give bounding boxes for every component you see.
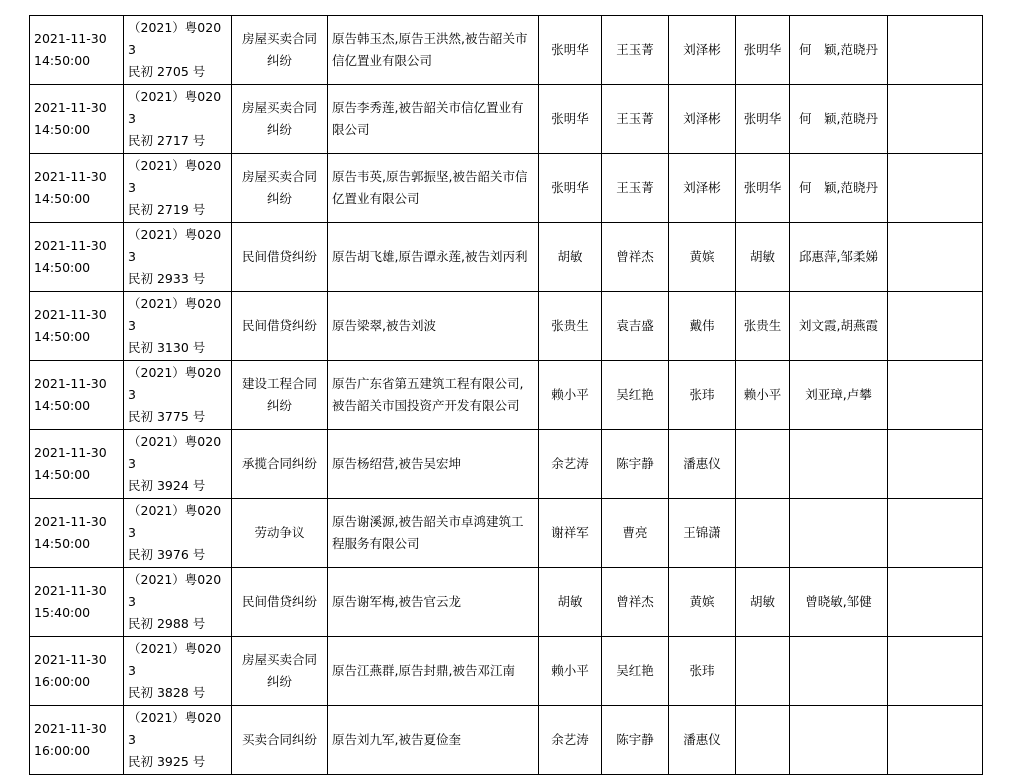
presiding-judge-cell [736,499,790,568]
case-number-text: （2021）粤0203 [128,20,222,57]
parties-text: 原告广东省第五建筑工程有限公司,被告韶关市国投资产开发有限公司 [332,376,524,413]
case-number-text: 民初 2719 号 [128,202,206,217]
case-number-text: 民初 3924 号 [128,478,206,493]
clerks-text: 曾晓敏,邹健 [805,594,872,609]
case-cause-text: 建设工程合同纠纷 [241,376,317,413]
note-cell [888,85,983,154]
case-cause-text: 民间借贷纠纷 [241,249,317,264]
clerks-cell [790,223,888,292]
hearing-time-text: 14:50:00 [34,467,91,482]
case-number-cell [124,85,232,154]
case-number-text: 民初 3828 号 [128,685,206,700]
table-row [30,430,983,499]
table-row [30,706,983,775]
hearing-time-cell [30,223,124,292]
parties-text: 原告杨绍营,被告吴宏坤 [332,456,461,471]
judge-text: 张贵生 [551,318,589,333]
hearing-time-text: 2021-11-30 [34,100,107,115]
juror-1-text: 曹亮 [622,525,648,540]
case-number-cell [124,16,232,85]
presiding-judge-cell [736,292,790,361]
case-number-cell [124,223,232,292]
note-cell [888,499,983,568]
hearing-time-text: 14:50:00 [34,122,91,137]
clerks-cell [790,430,888,499]
case-number-cell [124,361,232,430]
case-number-text: （2021）粤0203 [128,641,222,678]
judge-cell [539,292,602,361]
presiding-judge-cell [736,568,790,637]
hearing-time-text: 14:50:00 [34,191,91,206]
presiding-judge-cell [736,430,790,499]
parties-text: 原告胡飞雄,原告谭永莲,被告刘丙利 [332,249,528,264]
parties-cell [328,154,539,223]
presiding-judge-text: 胡敏 [749,249,775,264]
parties-cell [328,568,539,637]
judge-cell [539,16,602,85]
table-row [30,85,983,154]
juror-2-text: 戴伟 [689,318,715,333]
table-body [30,16,983,775]
hearing-time-text: 2021-11-30 [34,376,107,391]
juror-1-text: 陈宇静 [616,456,654,471]
case-cause-cell [232,706,328,775]
juror-1-text: 吴红艳 [616,663,654,678]
presiding-judge-cell [736,637,790,706]
case-number-text: 民初 2988 号 [128,616,206,631]
case-cause-cell [232,430,328,499]
presiding-judge-cell [736,85,790,154]
hearing-time-text: 2021-11-30 [34,307,107,322]
hearing-time-text: 2021-11-30 [34,445,107,460]
parties-text: 原告李秀莲,被告韶关市信亿置业有限公司 [332,100,524,137]
juror-1-cell [602,154,669,223]
juror-1-cell [602,16,669,85]
juror-1-cell [602,430,669,499]
presiding-judge-text: 张明华 [743,111,782,126]
parties-cell [328,223,539,292]
parties-text: 原告韦英,原告郭振坚,被告韶关市信亿置业有限公司 [332,169,528,206]
case-number-text: 民初 3775 号 [128,409,206,424]
presiding-judge-cell [736,706,790,775]
parties-text: 原告江燕群,原告封鼎,被告邓江南 [332,663,515,678]
case-number-text: （2021）粤0203 [128,434,222,471]
juror-2-text: 刘泽彬 [683,180,721,195]
case-number-cell [124,499,232,568]
clerks-text: 刘亚璋,卢攀 [805,387,872,402]
case-cause-cell [232,361,328,430]
case-number-text: （2021）粤0203 [128,158,222,195]
hearing-time-cell [30,499,124,568]
note-cell [888,154,983,223]
juror-1-text: 陈宇静 [616,732,654,747]
parties-text: 原告梁翠,被告刘波 [332,318,436,333]
clerks-text: 何 颖,范晓丹 [799,111,878,126]
hearing-time-text: 14:50:00 [34,329,91,344]
parties-text: 原告谢溪源,被告韶关市卓鸿建筑工程服务有限公司 [332,514,524,551]
parties-cell [328,361,539,430]
presiding-judge-text: 胡敏 [749,594,775,609]
hearing-time-text: 16:00:00 [34,674,91,689]
judge-text: 余艺涛 [551,732,589,747]
juror-1-text: 王玉菁 [616,111,654,126]
juror-1-cell [602,292,669,361]
case-cause-cell [232,85,328,154]
parties-cell [328,16,539,85]
table-row [30,16,983,85]
judge-cell [539,154,602,223]
parties-cell [328,637,539,706]
presiding-judge-cell [736,16,790,85]
judge-text: 胡敏 [557,594,583,609]
table-row [30,223,983,292]
hearing-time-cell [30,568,124,637]
judge-text: 谢祥军 [551,525,589,540]
hearing-time-text: 14:50:00 [34,536,91,551]
juror-2-text: 潘惠仪 [683,732,721,747]
juror-1-cell [602,223,669,292]
hearing-time-cell [30,637,124,706]
juror-1-text: 吴红艳 [616,387,654,402]
case-cause-cell [232,499,328,568]
juror-2-text: 王锦潇 [683,525,721,540]
juror-2-cell [669,637,736,706]
judge-cell [539,499,602,568]
case-cause-text: 房屋买卖合同纠纷 [241,31,317,68]
note-cell [888,292,983,361]
juror-1-text: 王玉菁 [616,180,654,195]
parties-text: 原告韩玉杰,原告王洪然,被告韶关市信亿置业有限公司 [332,31,528,68]
juror-2-cell [669,568,736,637]
judge-cell [539,430,602,499]
judge-text: 胡敏 [557,249,583,264]
case-number-cell [124,568,232,637]
hearing-time-text: 2021-11-30 [34,238,107,253]
clerks-text: 何 颖,范晓丹 [799,42,878,57]
juror-2-text: 张玮 [689,663,715,678]
hearing-time-text: 2021-11-30 [34,721,107,736]
clerks-cell [790,361,888,430]
hearing-time-text: 16:00:00 [34,743,91,758]
juror-2-cell [669,361,736,430]
hearing-time-cell [30,154,124,223]
case-number-cell [124,430,232,499]
case-number-text: 民初 3976 号 [128,547,206,562]
clerks-text: 邱惠萍,邹柔娣 [799,249,878,264]
case-cause-cell [232,568,328,637]
judge-cell [539,706,602,775]
judge-text: 张明华 [551,111,589,126]
hearing-time-cell [30,430,124,499]
case-cause-text: 劳动争议 [254,525,305,540]
presiding-judge-cell [736,154,790,223]
case-number-text: 民初 2705 号 [128,64,206,79]
clerks-cell [790,85,888,154]
note-cell [888,706,983,775]
juror-1-cell [602,499,669,568]
juror-2-text: 刘泽彬 [683,42,721,57]
juror-1-cell [602,568,669,637]
parties-text: 原告刘九军,被告夏俭奎 [332,732,461,747]
case-cause-text: 房屋买卖合同纠纷 [241,169,317,206]
case-cause-cell [232,154,328,223]
juror-1-cell [602,361,669,430]
juror-2-cell [669,154,736,223]
juror-2-cell [669,430,736,499]
case-cause-text: 房屋买卖合同纠纷 [241,652,317,689]
presiding-judge-cell [736,223,790,292]
case-number-cell [124,154,232,223]
case-cause-text: 房屋买卖合同纠纷 [241,100,317,137]
note-cell [888,223,983,292]
clerks-cell [790,637,888,706]
hearing-time-text: 14:50:00 [34,260,91,275]
clerks-cell [790,568,888,637]
hearing-time-text: 14:50:00 [34,53,91,68]
judge-cell [539,85,602,154]
hearing-time-text: 2021-11-30 [34,31,107,46]
case-number-text: （2021）粤0203 [128,227,222,264]
parties-cell [328,499,539,568]
parties-text: 原告谢军梅,被告官云龙 [332,594,461,609]
case-cause-cell [232,16,328,85]
presiding-judge-text: 张明华 [743,42,782,57]
juror-2-text: 潘惠仪 [683,456,721,471]
hearing-time-cell [30,361,124,430]
juror-1-text: 王玉菁 [616,42,654,57]
hearing-time-text: 2021-11-30 [34,652,107,667]
case-number-text: 民初 2933 号 [128,271,206,286]
case-cause-cell [232,292,328,361]
juror-1-text: 袁吉盛 [616,318,654,333]
case-number-cell [124,706,232,775]
note-cell [888,16,983,85]
table-row [30,568,983,637]
hearing-time-text: 2021-11-30 [34,169,107,184]
table-row [30,499,983,568]
note-cell [888,637,983,706]
judge-text: 张明华 [551,180,589,195]
case-number-text: 民初 3925 号 [128,754,206,769]
juror-2-cell [669,16,736,85]
note-cell [888,361,983,430]
case-cause-text: 民间借贷纠纷 [241,318,317,333]
judge-cell [539,223,602,292]
note-cell [888,430,983,499]
judge-cell [539,568,602,637]
juror-1-text: 曾祥杰 [616,249,654,264]
hearing-time-text: 14:50:00 [34,398,91,413]
hearing-schedule-table [29,15,983,775]
note-cell [888,568,983,637]
hearing-time-cell [30,706,124,775]
juror-1-cell [602,637,669,706]
presiding-judge-text: 赖小平 [743,387,782,402]
clerks-text: 何 颖,范晓丹 [799,180,878,195]
judge-cell [539,637,602,706]
parties-cell [328,706,539,775]
juror-2-cell [669,499,736,568]
juror-2-cell [669,706,736,775]
case-cause-cell [232,637,328,706]
table-row [30,637,983,706]
case-number-cell [124,637,232,706]
parties-cell [328,292,539,361]
case-number-text: （2021）粤0203 [128,365,222,402]
hearing-time-text: 2021-11-30 [34,514,107,529]
juror-2-text: 刘泽彬 [683,111,721,126]
case-number-text: （2021）粤0203 [128,503,222,540]
case-cause-text: 民间借贷纠纷 [241,594,317,609]
table-row [30,154,983,223]
case-number-text: （2021）粤0203 [128,296,222,333]
case-number-text: （2021）粤0203 [128,710,222,747]
case-cause-cell [232,223,328,292]
juror-2-cell [669,223,736,292]
clerks-cell [790,154,888,223]
hearing-time-text: 15:40:00 [34,605,91,620]
case-number-text: （2021）粤0203 [128,89,222,126]
judge-text: 张明华 [551,42,589,57]
parties-cell [328,430,539,499]
presiding-judge-text: 张贵生 [743,318,782,333]
juror-1-text: 曾祥杰 [616,594,654,609]
juror-2-cell [669,85,736,154]
juror-1-cell [602,706,669,775]
hearing-time-text: 2021-11-30 [34,583,107,598]
case-cause-text: 承揽合同纠纷 [241,456,317,471]
judge-cell [539,361,602,430]
judge-text: 赖小平 [551,663,589,678]
hearing-time-cell [30,85,124,154]
juror-2-text: 张玮 [689,387,715,402]
parties-cell [328,85,539,154]
juror-2-text: 黄嫔 [689,249,715,264]
case-number-text: 民初 3130 号 [128,340,206,355]
clerks-cell [790,706,888,775]
clerks-cell [790,499,888,568]
hearing-time-cell [30,16,124,85]
clerks-text: 刘文霞,胡燕霞 [799,318,878,333]
hearing-time-cell [30,292,124,361]
presiding-judge-text: 张明华 [743,180,782,195]
juror-1-cell [602,85,669,154]
table-row [30,361,983,430]
clerks-cell [790,16,888,85]
case-number-text: 民初 2717 号 [128,133,206,148]
judge-text: 余艺涛 [551,456,589,471]
presiding-judge-cell [736,361,790,430]
clerks-cell [790,292,888,361]
juror-2-cell [669,292,736,361]
juror-2-text: 黄嫔 [689,594,715,609]
table-row [30,292,983,361]
judge-text: 赖小平 [551,387,589,402]
case-number-cell [124,292,232,361]
case-number-text: （2021）粤0203 [128,572,222,609]
case-cause-text: 买卖合同纠纷 [241,732,317,747]
